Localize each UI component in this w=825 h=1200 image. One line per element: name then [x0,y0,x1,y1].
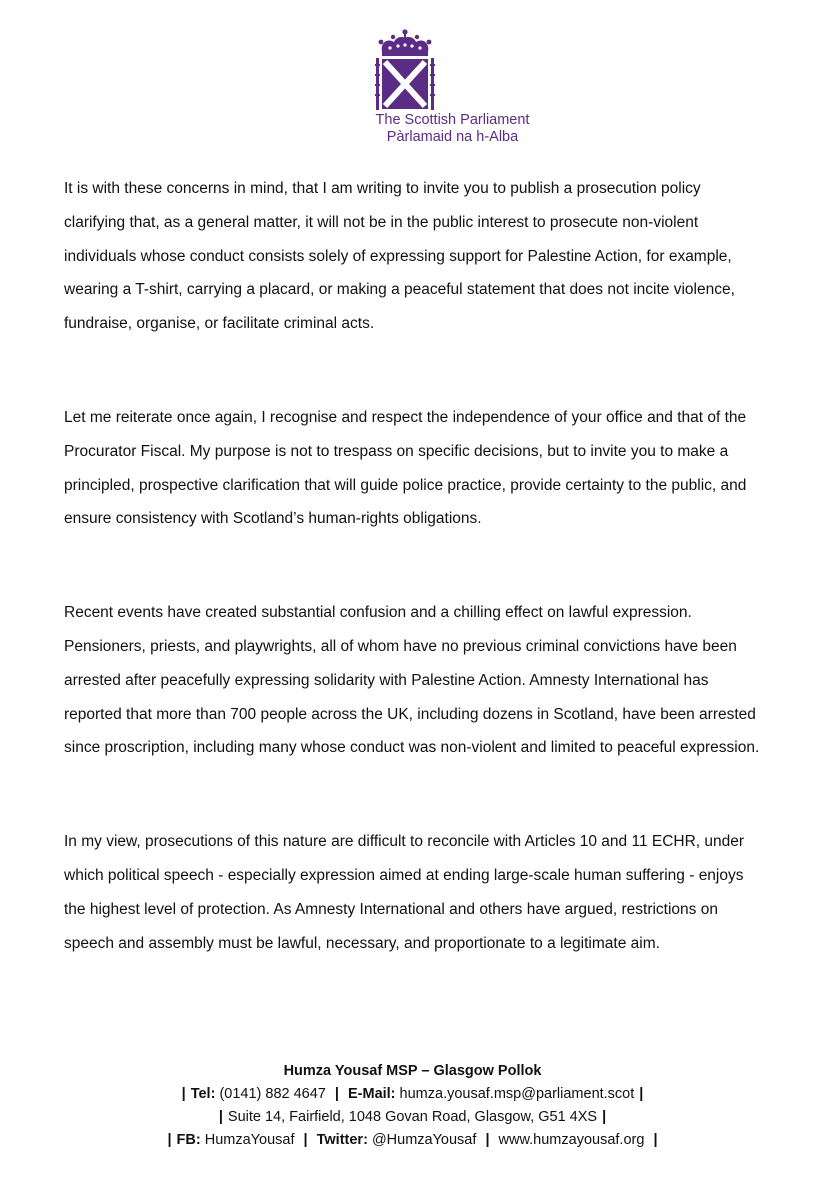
scottish-parliament-crown-saltire-icon [372,28,438,112]
separator: | [485,1132,490,1148]
separator: | [653,1132,658,1148]
letter-body [64,172,764,1020]
fb-label: FB: [176,1132,201,1148]
paragraph-3: Recent events have created substantial confusion and a chilling effect on lawful expression. Pensioners, priests, and playwrights, all of whom have no previous criminal convictions have been arrested after peacefully expressing solidarity with Palestine Action. Amnesty International has reported that more than 700 people across the UK, including dozens in Scotland, have been arrested since proscription, including many whose conduct was non-violent and limited to peaceful expression. [64,604,760,757]
logo-text-english: The Scottish Parliament [375,112,530,128]
website-link[interactable]: www.humzayousaf.org [498,1132,645,1148]
paragraph-4: In my view, prosecutions of this nature are difficult to reconcile with Articles 10 and 11 ECHR, under which political speech - especially expression aimed at ending large-scale human suffering - enjoys the highest level of protection. As Amnesty International and others have argued, restrictions on speech and assembly must be lawful, necessary, and proportionate to a legitimate aim. [64,833,745,952]
footer-address-line [0,1106,825,1129]
letterhead-logo [0,28,825,146]
twitter-label: Twitter: [316,1132,368,1148]
separator: | [181,1086,186,1102]
separator: | [218,1109,223,1125]
paragraph-2: Let me reiterate once again, I recognise and respect the independence of your office and that of the Procurator Fiscal. My purpose is not to trespass on specific decisions, but to invite you to make a principled, prospective clarification that will guide police practice, provide certainty to the public, and ensure consistency with Scotland’s human-rights obligations. [64,408,747,528]
logo-text-gaelic: Pàrlamaid na h-Alba [386,129,519,145]
footer-social-line [0,1129,825,1152]
email-value[interactable]: humza.yousaf.msp@parliament.scot [399,1086,635,1102]
address: Suite 14, Fairfield, 1048 Govan Road, Glasgow, G51 4XS [227,1109,598,1125]
separator: | [602,1109,607,1125]
separator: | [639,1086,644,1102]
email-label: E-Mail: [347,1086,396,1102]
separator: | [303,1132,308,1148]
paragraph-1: It is with these concerns in mind, that I am writing to invite you to publish a prosecution policy clarifying that, as a general matter, it will not be in the public interest to prosecute non-violent individuals whose conduct consists solely of expressing support for Palestine Action, for example, wearing a T-shirt, carrying a placard, or making a peaceful statement that does not incite violence, fundraise, organise, or facilitate criminal acts. [64,180,735,333]
tel-value: (0141) 882 4647 [219,1086,326,1102]
letter-footer [0,1060,825,1152]
tel-label: Tel: [190,1086,216,1102]
separator: | [334,1086,339,1102]
fb-value[interactable]: HumzaYousaf [204,1132,295,1148]
footer-name: Humza Yousaf MSP – Glasgow Pollok [283,1063,542,1079]
footer-contact-line [0,1083,825,1106]
separator: | [167,1132,172,1148]
twitter-value[interactable]: @HumzaYousaf [371,1132,477,1148]
